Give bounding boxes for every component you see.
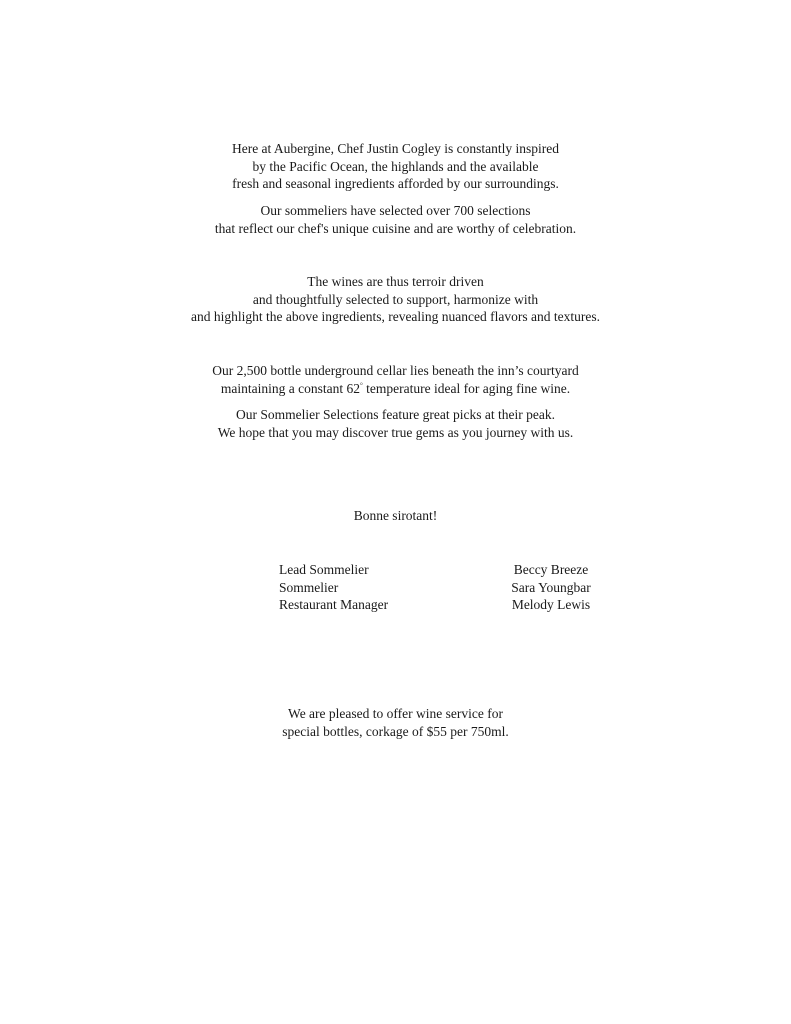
degree-symbol: ° xyxy=(359,381,363,389)
staff-name: Sara Youngbar xyxy=(511,579,591,595)
terroir-line: The wines are thus terroir driven xyxy=(307,274,484,289)
cellar-paragraph xyxy=(0,362,791,397)
cellar-line: Our 2,500 bottle underground cellar lies beneath the inn’s courtyard xyxy=(212,363,579,378)
staff-role: Restaurant Manager xyxy=(279,597,389,612)
corkage-line: special bottles, corkage of $55 per 750ml. xyxy=(282,723,509,739)
intro-line: by the Pacific Ocean, the highlands and the available xyxy=(252,158,539,174)
terroir-paragraph xyxy=(0,273,791,326)
staff-row xyxy=(279,579,599,597)
closing-line xyxy=(0,507,791,525)
cellar-line-text: temperature ideal for aging fine wine. xyxy=(362,380,571,396)
intro-line: Here at Aubergine, Chef Justin Cogley is constantly inspired xyxy=(231,141,560,156)
staff-row xyxy=(279,596,599,614)
cellar-line-text: maintaining a constant 62 xyxy=(220,380,360,396)
intro-line: fresh and seasonal ingredients afforded by our surroundings. xyxy=(232,176,559,191)
terroir-line: and thoughtfully selected to support, harmonize with xyxy=(252,291,539,307)
sommeliers-line: that reflect our chef's unique cuisine and are worthy of celebration. xyxy=(214,220,577,236)
terroir-line: and highlight the above ingredients, revealing nuanced flavors and textures. xyxy=(191,309,600,324)
sommeliers-paragraph xyxy=(0,202,791,237)
corkage-line: We are pleased to offer wine service for xyxy=(288,706,503,721)
cellar-line xyxy=(0,380,791,398)
selections-line: We hope that you may discover true gems as you journey with us. xyxy=(217,424,574,440)
corkage-paragraph xyxy=(0,705,791,740)
staff-row xyxy=(279,561,599,579)
closing-text: Bonne sirotant! xyxy=(353,508,438,523)
staff-name: Beccy Breeze xyxy=(513,562,589,577)
staff-role: Sommelier xyxy=(279,579,339,595)
sommeliers-line: Our sommeliers have selected over 700 selections xyxy=(260,203,531,218)
staff-role: Lead Sommelier xyxy=(279,562,369,577)
staff-name: Melody Lewis xyxy=(511,597,591,612)
selections-line: Our Sommelier Selections feature great picks at their peak. xyxy=(235,407,555,422)
selections-paragraph xyxy=(0,406,791,441)
staff-list xyxy=(279,561,599,614)
intro-paragraph xyxy=(0,140,791,193)
